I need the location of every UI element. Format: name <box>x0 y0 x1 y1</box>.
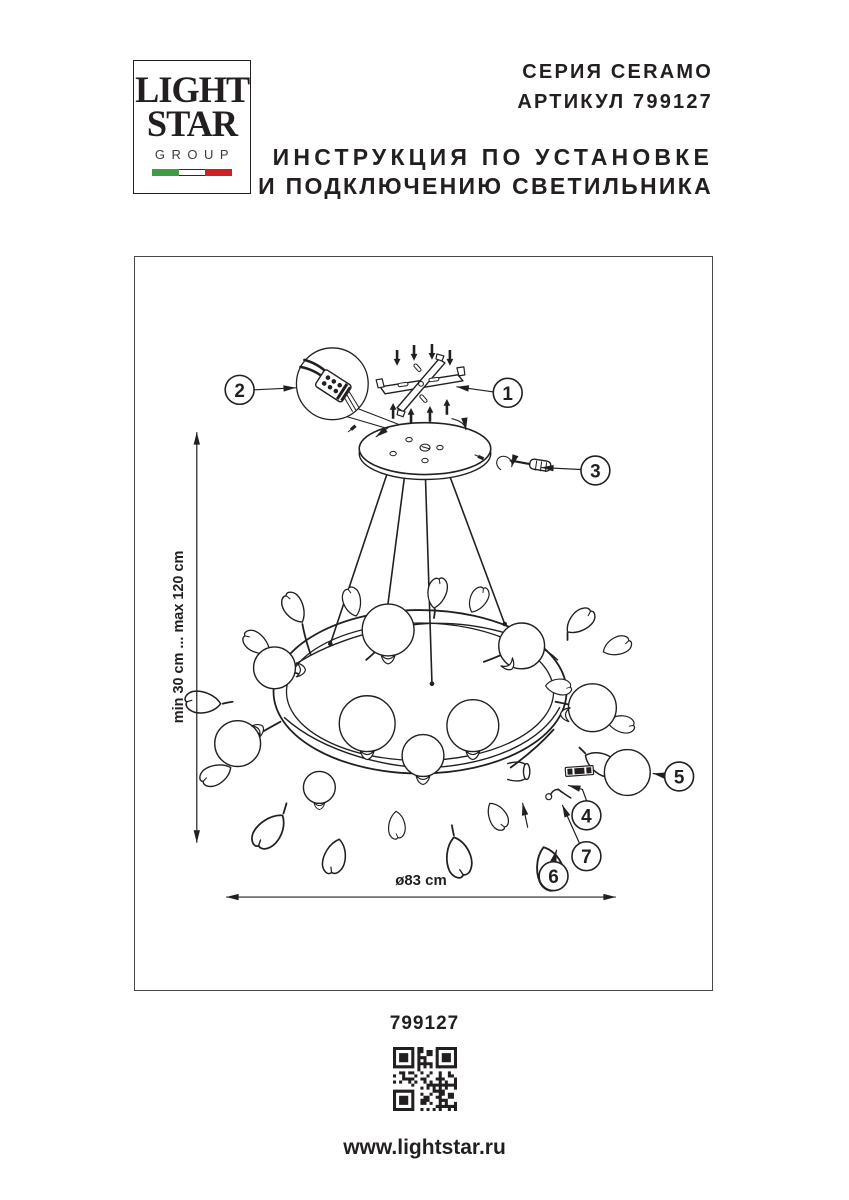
callout-3-label: 3 <box>590 461 601 483</box>
callout-2-label: 2 <box>234 380 245 402</box>
instruction-title <box>258 143 713 201</box>
logo-word-group: GROUP <box>154 147 236 162</box>
callout-4-label: 4 <box>581 806 592 828</box>
qr-code <box>393 1047 457 1111</box>
spare-globe <box>604 750 650 796</box>
italian-flag-bar <box>152 169 232 176</box>
footer-article-number: 799127 <box>389 1013 460 1034</box>
chandelier <box>184 576 636 880</box>
flag-red <box>205 169 232 176</box>
callout-6-label: 6 <box>548 867 559 889</box>
series-label: СЕРИЯ CERAMO <box>522 61 713 83</box>
flag-white <box>179 169 206 176</box>
wiring-detail-magnifier <box>296 348 420 437</box>
insert-arrow <box>523 803 528 827</box>
header-block <box>517 57 713 117</box>
globe-sockets <box>252 655 571 810</box>
empty-socket <box>508 762 530 781</box>
logo-word-star: STAR <box>146 104 238 145</box>
callout-7-label: 7 <box>581 847 592 869</box>
article-label: АРТИКУЛ 799127 <box>517 91 713 113</box>
led-module-icon <box>565 766 593 777</box>
ceiling-canopy <box>347 419 490 480</box>
footer-website: www.lightstar.ru <box>343 1136 506 1159</box>
title-line-2: И ПОДКЛЮЧЕНИЮ СВЕТИЛЬНИКА <box>258 173 713 199</box>
diameter-dimension-label: ø83 cm <box>395 872 447 890</box>
lightstar-logo <box>133 60 251 194</box>
callout-1-label: 1 <box>502 383 513 405</box>
logo-word-light: LIGHT <box>135 70 250 111</box>
height-dimension-label: min 30 cm ... max 120 cm <box>170 550 187 724</box>
installation-diagram <box>135 257 711 989</box>
title-line-1: ИНСТРУКЦИЯ ПО УСТАНОВКЕ <box>272 144 713 170</box>
callout-5-label: 5 <box>673 767 685 789</box>
mounting-bracket <box>376 344 465 424</box>
diagram-frame <box>134 256 713 991</box>
retainer-pin-icon <box>545 786 571 804</box>
flag-green <box>152 169 179 176</box>
